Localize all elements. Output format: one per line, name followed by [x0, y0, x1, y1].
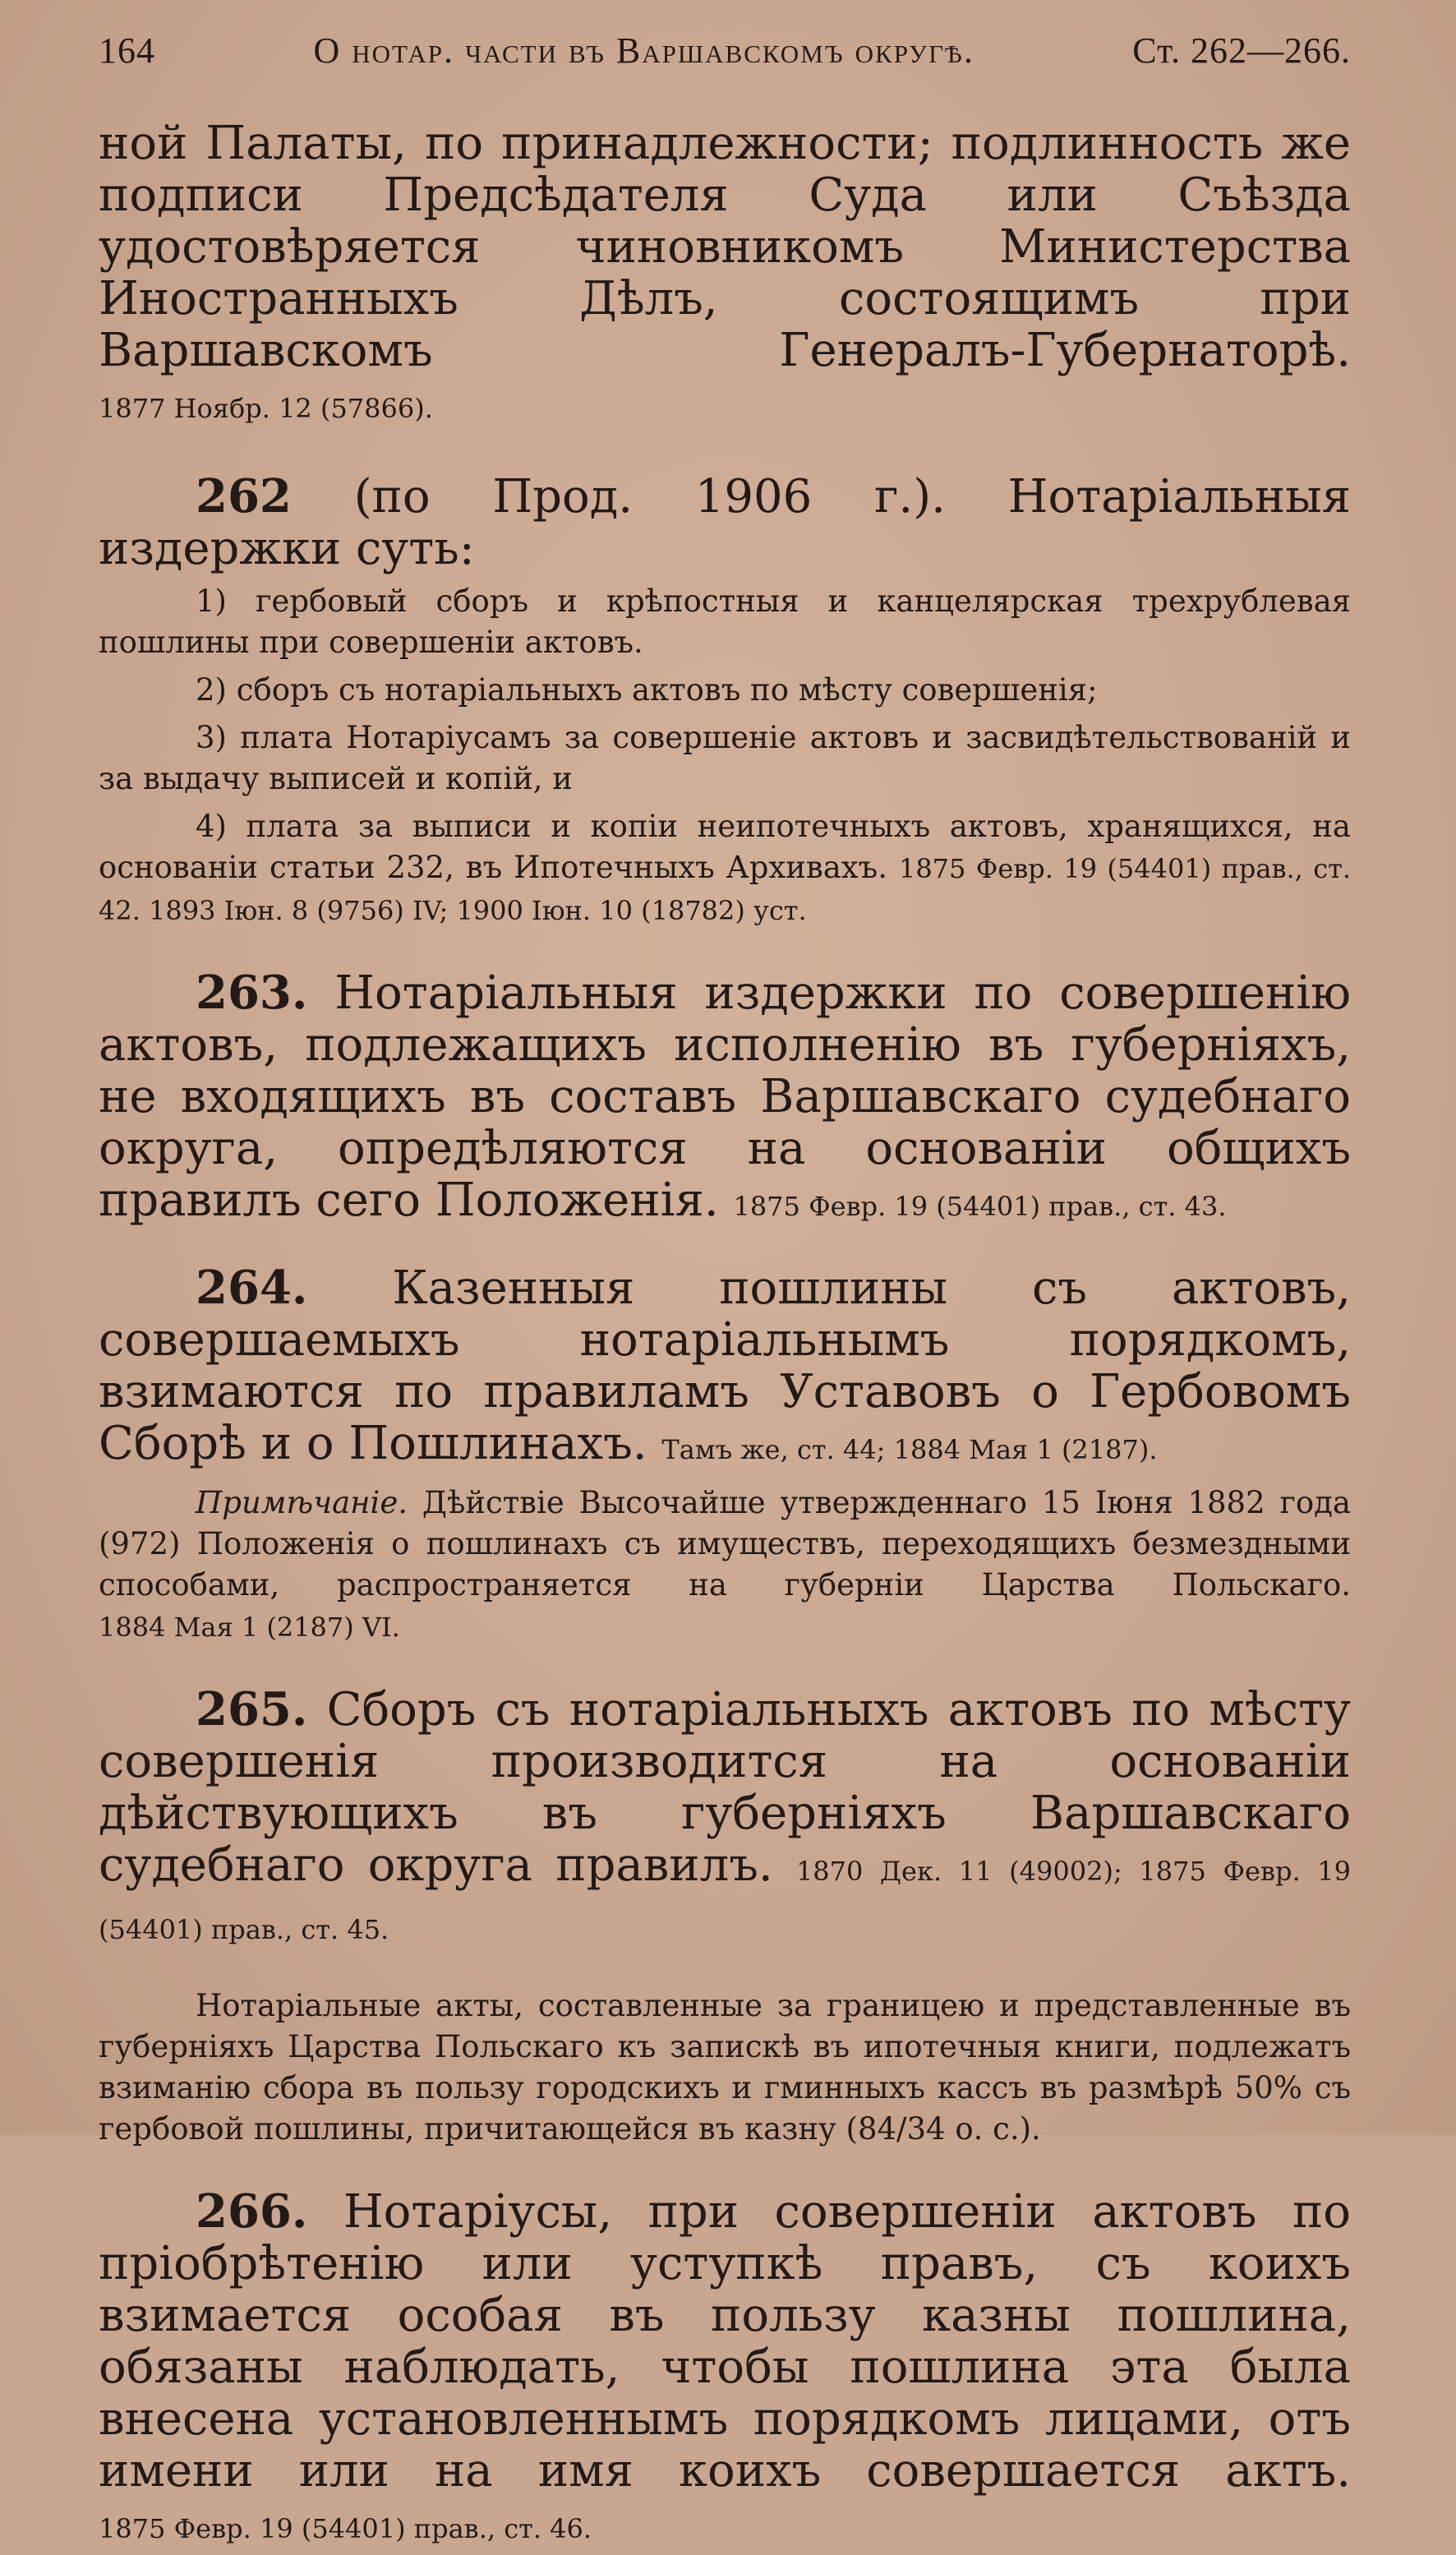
article-number: 263.: [196, 966, 308, 1020]
article-263: 263. Нотаріальныя издержки по совершенію актовъ, подлежащихъ исполненію въ губерніяхъ, не входящихъ въ составъ Варшавскаго судебнаго округа, опредѣляются на основаніи общихъ правилъ сего Положенія. 1875 Февр. 19 (54401) прав., ст. 43.: [99, 966, 1351, 1227]
list-item: 2) сборъ съ нотаріальныхъ актовъ по мѣсту совершенія;: [196, 672, 1098, 708]
article-265: 265. Сборъ съ нотаріальныхъ актовъ по мѣсту совершенія производится на основаніи дѣйствующихъ въ губерніяхъ Варшавскаго судебнаго округа правилъ. 1870 Дек. 11 (49002); 1875 Февр. 19 (54401) прав., ст. 45.: [99, 1682, 1352, 1945]
citation: 1870 Дек. 11 (49002); 1875 Февр. 19 (54401) прав., ст. 45.: [99, 1856, 1352, 1945]
citation: 1875 Февр. 19 (54401) прав., ст. 46.: [99, 2513, 592, 2544]
article-number: 264.: [196, 1261, 308, 1315]
citation: 1877 Ноябр. 12 (57866).: [99, 393, 433, 424]
running-header: [99, 30, 1351, 71]
supplement-paragraph: Нотаріальные акты, составленные за границею и представленные въ губерніяхъ Царства Польскаго къ запискѣ въ ипотечныя книги, подлежатъ взиманію сбора въ пользу городскихъ и гминныхъ кассъ въ размѣрѣ 50% съ гербовой пошлины, причитающейся въ казну (84/34 о. с.).: [99, 1988, 1351, 2147]
running-title: О нотар. части въ Варшавскомъ округѣ.: [313, 30, 975, 71]
note-label: Примѣчаніе.: [196, 1485, 408, 1520]
citation: Тамъ же, ст. 44; 1884 Мая 1 (2187).: [661, 1434, 1158, 1465]
article-262-heading: 262 (по Прод. 1906 г.). Нотаріальныя издержки суть:: [99, 469, 1351, 575]
article-number: 266.: [196, 2184, 308, 2239]
articles-range: Ст. 262—266.: [1132, 30, 1351, 71]
citation: 1875 Февр. 19 (54401) прав., ст. 42. 1893 Іюн. 8 (9756) IV; 1900 Іюн. 10 (18782) уст.: [99, 853, 1352, 926]
page-number: 164: [99, 30, 155, 71]
list-item: 4) плата за выписи и копіи неипотечныхъ актовъ, хранящихся, на основаніи статьи 232, въ Ипотечныхъ Архивахъ. 1875 Февр. 19 (54401) прав., ст. 42. 1893 Іюн. 8 (9756) IV; 1900 Іюн. 10 (18782) уст.: [99, 809, 1352, 926]
citation: 1875 Февр. 19 (54401) прав., ст. 43.: [733, 1191, 1227, 1222]
article-number: 262: [196, 469, 292, 523]
article-264: 264. Казенныя пошлины съ актовъ, совершаемыхъ нотаріальнымъ порядкомъ, взимаются по правиламъ Уставовъ о Гербовомъ Сборѣ и о Пошлинахъ. Тамъ же, ст. 44; 1884 Мая 1 (2187).: [99, 1261, 1351, 1470]
article-number: 265.: [196, 1682, 308, 1736]
article-266: 266. Нотаріусы, при совершеніи актовъ по пріобрѣтенію или уступкѣ правъ, съ коихъ взимается особая въ пользу казны пошлина, обязаны наблюдать, чтобы пошлина эта была внесена установленнымъ порядкомъ лицами, отъ имени или на имя коихъ совершается актъ. 1875 Февр. 19 (54401) прав., ст. 46.: [99, 2184, 1351, 2544]
list-item: 3) плата Нотаріусамъ за совершеніе актовъ и засвидѣтельствованій и за выдачу выписей и копій, и: [99, 720, 1351, 796]
continued-paragraph: ной Палаты, по принадлежности; подлинность же подписи Предсѣдателя Суда или Съѣзда удостовѣряется чиновникомъ Министерства Иностранныхъ Дѣлъ, состоящимъ при Варшавскомъ Генералъ-Губернаторѣ. 1877 Ноябр. 12 (57866).: [99, 117, 1351, 424]
note-paragraph: Примѣчаніе. Дѣйствіе Высочайше утвержденнаго 15 Іюня 1882 года (972) Положенія о пошлинахъ съ имуществъ, переходящихъ безмездными способами, распространяется на губерніи Царства Польскаго. 1884 Мая 1 (2187) VI.: [99, 1485, 1351, 1643]
citation: 1884 Мая 1 (2187) VI.: [99, 1612, 400, 1643]
list-item: 1) гербовый сборъ и крѣпостныя и канцелярская трехрублевая пошлины при совершеніи актовъ.: [99, 583, 1351, 660]
